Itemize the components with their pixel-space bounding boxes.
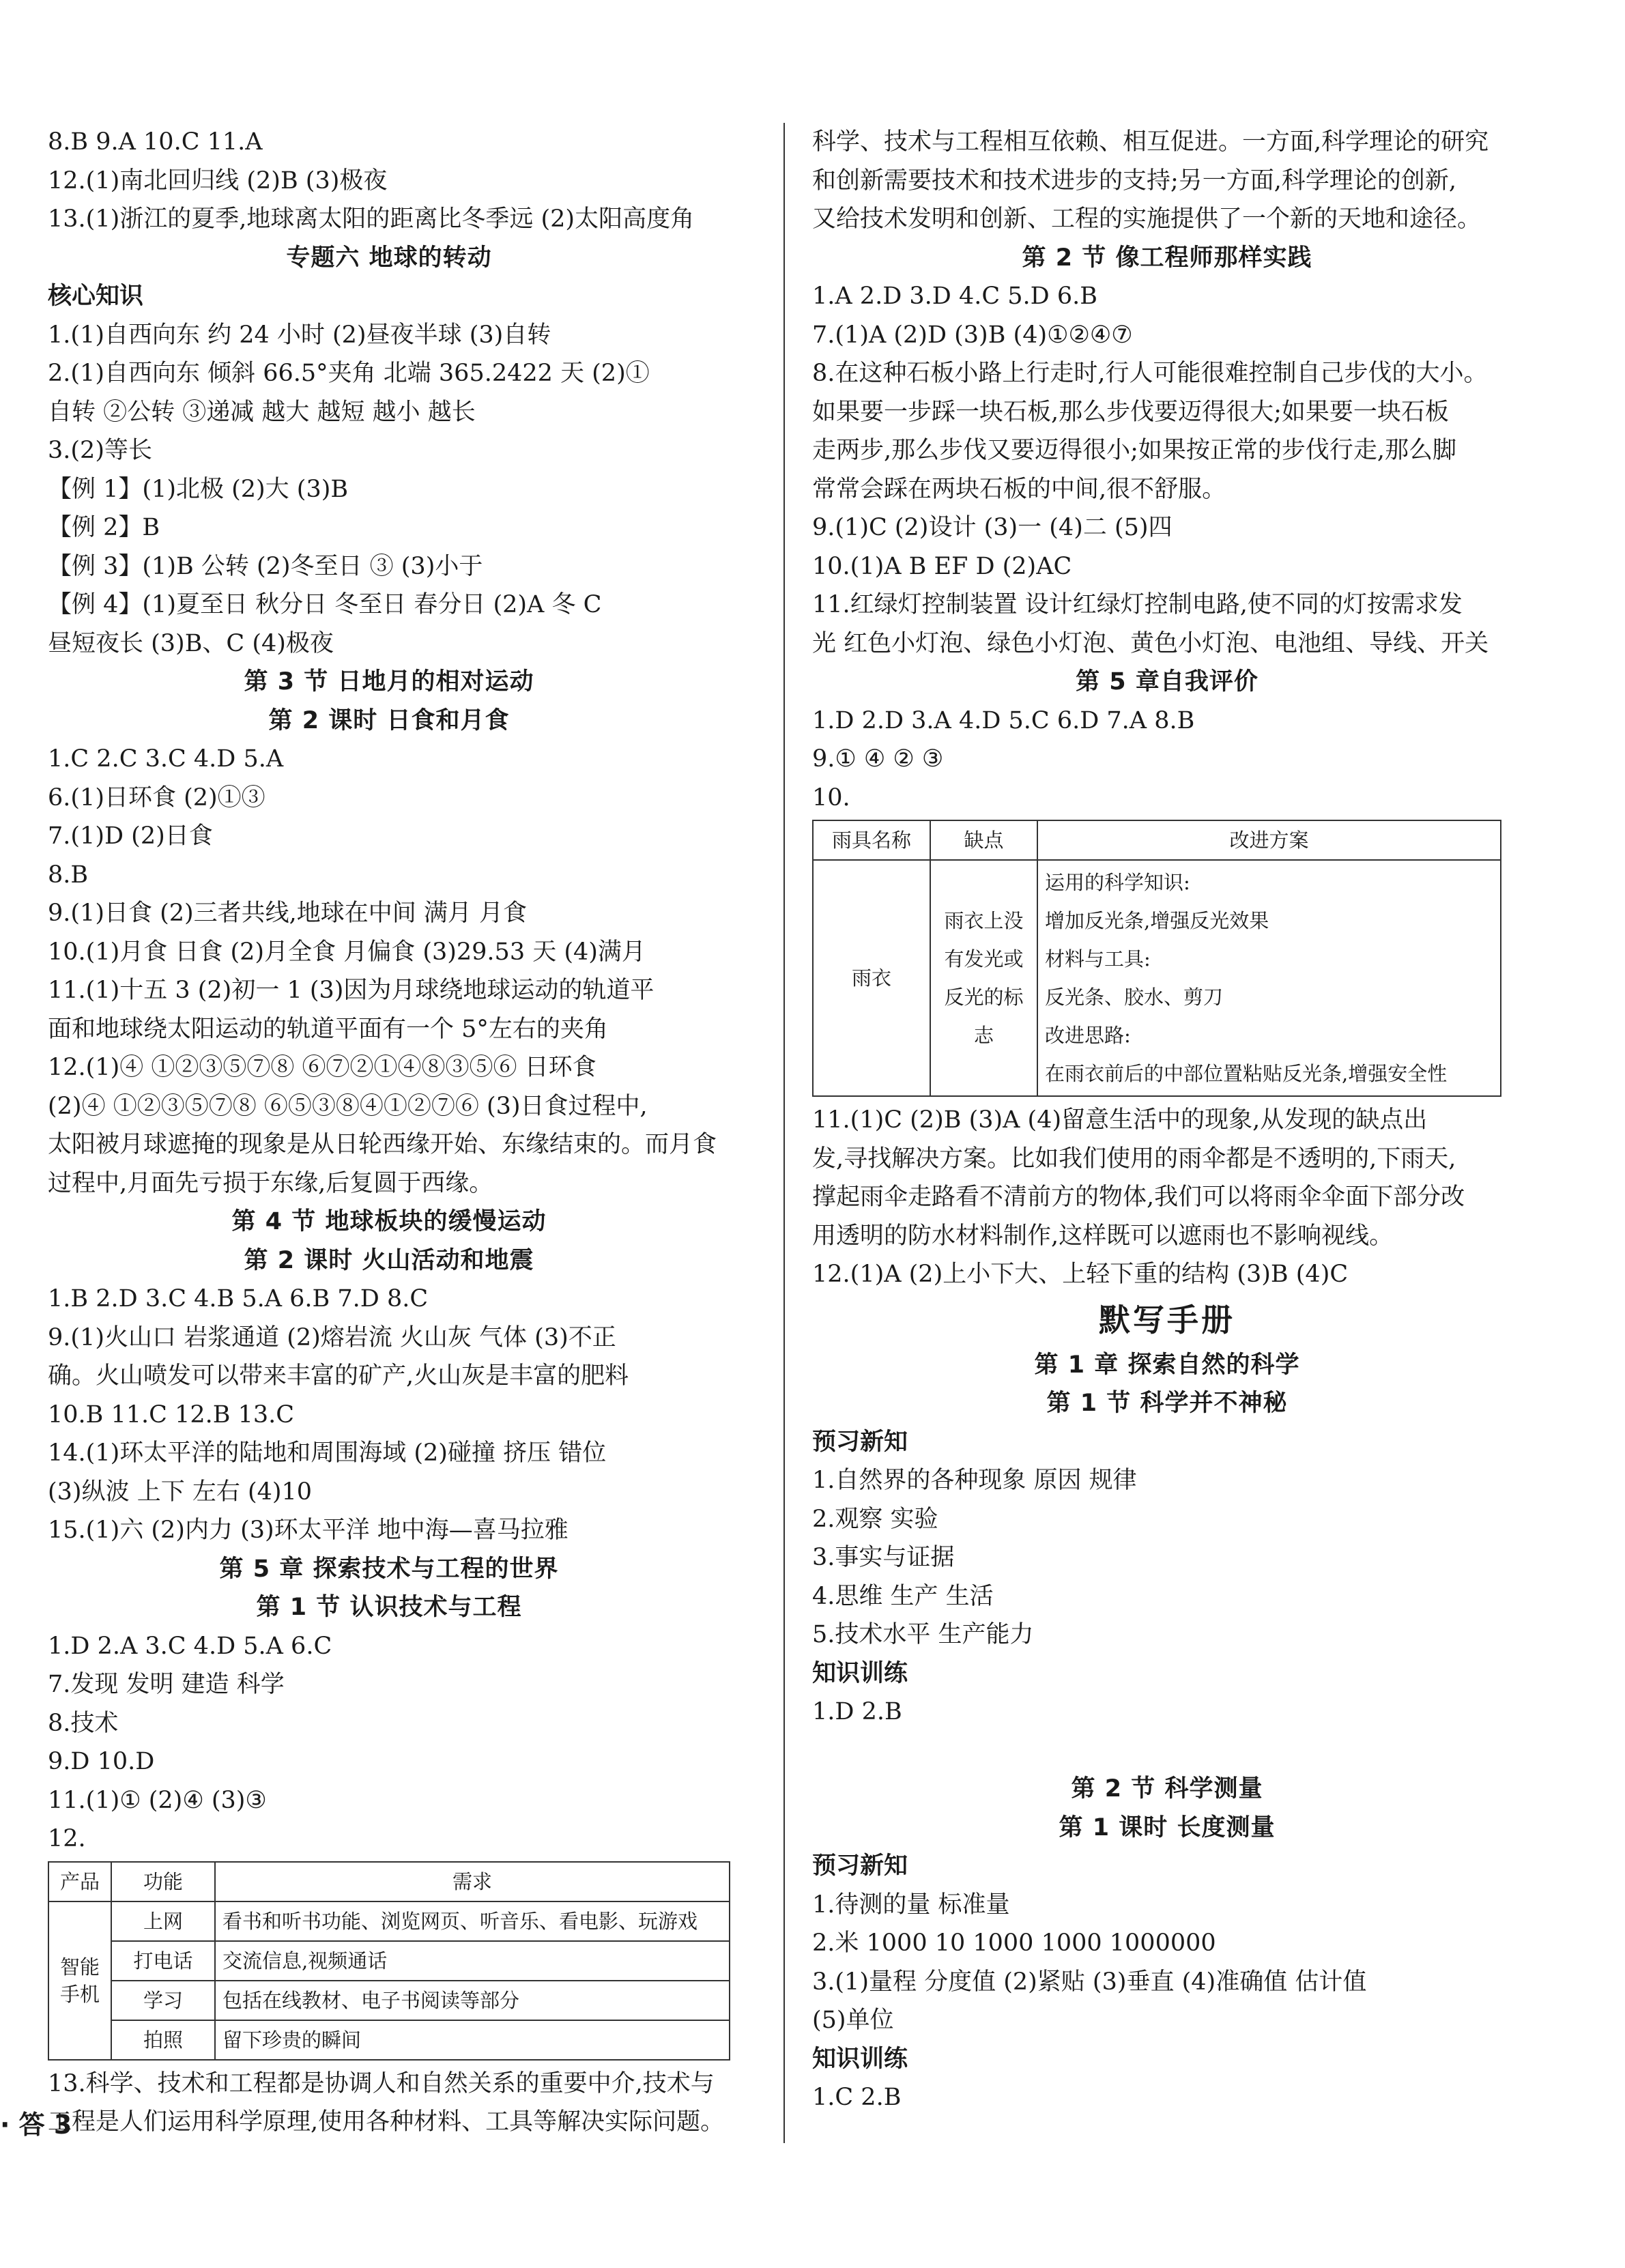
answer-line: 11.红绿灯控制装置 设计红绿灯控制电路,使不同的灯按需求发	[812, 591, 1463, 618]
answer-line: 1.D 2.B	[812, 1698, 902, 1725]
plan-line: 在雨衣前后的中部位置粘贴反光条,增强安全性	[1045, 1062, 1448, 1085]
subsection-label: 知识训练	[812, 1659, 908, 1687]
answer-line: 10.(1)A B EF D (2)AC	[812, 552, 1072, 580]
answer-line: 9.D 10.D	[48, 1748, 155, 1775]
answer-line: 1.D 2.A 3.C 4.D 5.A 6.C	[48, 1632, 332, 1660]
answer-line: 14.(1)环太平洋的陆地和周围海域 (2)碰撞 挤压 错位	[48, 1439, 607, 1467]
answer-line: 8.技术	[48, 1709, 119, 1737]
answer-line: 10.(1)月食 日食 (2)月全食 月偏食 (3)29.53 天 (4)满月	[48, 938, 646, 966]
answer-line: 【例 1】(1)北极 (2)大 (3)B	[48, 475, 349, 503]
answer-line: 2.(1)自西向东 倾斜 66.5°夹角 北端 365.2422 天 (2)①	[48, 360, 650, 387]
answer-line: 2.米 1000 10 1000 1000 1000000	[812, 1929, 1216, 1957]
section-heading: 第 1 节 认识技术与工程	[256, 1594, 522, 1621]
answer-line: 自转 ②公转 ③递减 越大 越短 越小 越长	[48, 398, 476, 426]
answer-line: 1.C 2.C 3.C 4.D 5.A	[48, 745, 284, 773]
function-cell: 学习	[111, 1981, 215, 2020]
answer-line: 发,寻找解决方案。比如我们使用的雨伞都是不透明的,下雨天,	[812, 1145, 1456, 1173]
function-cell: 打电话	[111, 1941, 215, 1981]
table-header: 雨具名称	[813, 820, 930, 860]
answer-line: 8.B	[48, 861, 89, 889]
table-header: 产品	[48, 1862, 111, 1901]
need-cell: 看书和听书功能、浏览网页、听音乐、看电影、玩游戏	[215, 1901, 730, 1941]
answer-line: 如果要一步踩一块石板,那么步伐要迈得很大;如果要一块石板	[812, 398, 1449, 426]
plan-line: 改进思路:	[1045, 1024, 1131, 1047]
answer-line: 科学、技术与工程相互依赖、相互促进。一方面,科学理论的研究	[812, 128, 1489, 156]
answer-line: 常常会踩在两块石板的中间,很不舒服。	[812, 475, 1226, 503]
answer-line: 3.事实与证据	[812, 1544, 955, 1571]
function-cell: 上网	[111, 1901, 215, 1941]
section-heading: 第 3 节 日地月的相对运动	[244, 668, 534, 695]
answer-line: 工程是人们运用科学原理,使用各种材料、工具等解决实际问题。	[48, 2108, 725, 2136]
column-divider	[783, 123, 785, 2143]
answer-line: 5.技术水平 生产能力	[812, 1621, 1034, 1648]
section-heading: 第 4 节 地球板块的缓慢运动	[231, 1208, 547, 1235]
section-heading: 专题六 地球的转动	[286, 244, 492, 272]
raincoat-improvement-table	[812, 820, 1501, 1097]
subsection-label: 知识训练	[812, 2045, 908, 2073]
plan-line: 增加反光条,增强反光效果	[1045, 909, 1269, 932]
answer-line: (2)④ ①②③⑤⑦⑧ ⑥⑤③⑧④①②⑦⑥ (3)日食过程中,	[48, 1092, 648, 1120]
section-heading: 第 5 章自我评价	[1076, 668, 1259, 695]
table-header: 缺点	[930, 820, 1037, 860]
right-column	[812, 123, 1522, 2117]
defect-cell: 雨衣上没有发光或反光的标志	[930, 860, 1037, 1096]
need-cell: 包括在线教材、电子书阅读等部分	[215, 1981, 730, 2020]
answer-line: 12.	[48, 1825, 86, 1852]
answer-line: 1.A 2.D 3.D 4.C 5.D 6.B	[812, 283, 1097, 310]
answer-line: 面和地球绕太阳运动的轨道平面有一个 5°左右的夹角	[48, 1015, 608, 1043]
answer-line: 12.(1)④ ①②③⑤⑦⑧ ⑥⑦②①④⑧③⑤⑥ 日环食	[48, 1054, 596, 1081]
answer-line: 9.(1)C (2)设计 (3)一 (4)二 (5)四	[812, 514, 1173, 541]
plan-line: 反光条、胶水、剪刀	[1045, 986, 1224, 1009]
subsection-label: 核心知识	[48, 283, 144, 310]
answer-line: 11.(1)① (2)④ (3)③	[48, 1786, 267, 1814]
section-heading: 第 1 课时 长度测量	[1059, 1813, 1276, 1841]
spacer	[812, 1732, 1522, 1770]
plan-cell	[1037, 860, 1501, 1096]
answer-line: 1.C 2.B	[812, 2084, 902, 2111]
function-cell: 拍照	[111, 2020, 215, 2060]
answer-line: 用透明的防水材料制作,这样既可以遮雨也不影响视线。	[812, 1222, 1394, 1250]
answer-line: 11.(1)C (2)B (3)A (4)留意生活中的现象,从发现的缺点出	[812, 1106, 1428, 1134]
answer-line: 12.(1)南北回归线 (2)B (3)极夜	[48, 167, 388, 195]
answer-line: 9.① ④ ② ③	[812, 745, 944, 773]
handbook-title: 默写手册	[1099, 1301, 1235, 1338]
answer-line: 1.自然界的各种现象 原因 规律	[812, 1467, 1137, 1494]
answer-line: 光 红色小灯泡、绿色小灯泡、黄色小灯泡、电池组、导线、开关	[812, 629, 1489, 657]
plan-line: 材料与工具:	[1045, 947, 1151, 971]
answer-line: 10.B 11.C 12.B 13.C	[48, 1401, 295, 1429]
answer-line: 13.科学、技术和工程都是协调人和自然关系的重要中介,技术与	[48, 2069, 715, 2097]
table-header: 功能	[111, 1862, 215, 1901]
table-header: 需求	[215, 1862, 730, 1901]
answer-line: 6.(1)日环食 (2)①③	[48, 784, 265, 812]
answer-line: (3)纵波 上下 左右 (4)10	[48, 1478, 313, 1506]
subsection-label: 预习新知	[812, 1852, 908, 1880]
answer-line: 撑起雨伞走路看不清前方的物体,我们可以将雨伞伞面下部分改	[812, 1183, 1465, 1211]
answer-line: 和创新需要技术和技术进步的支持;另一方面,科学理论的创新,	[812, 167, 1457, 195]
product-cell: 智能手机	[48, 1901, 111, 2060]
phone-requirements-table	[48, 1861, 730, 2061]
answer-line: 4.思维 生产 生活	[812, 1582, 994, 1610]
subsection-label: 预习新知	[812, 1428, 908, 1456]
answer-line: 7.(1)D (2)日食	[48, 822, 213, 850]
answer-line: 10.	[812, 784, 850, 812]
section-heading: 第 1 节 科学并不神秘	[1046, 1390, 1288, 1417]
section-heading: 第 1 章 探索自然的科学	[1034, 1351, 1300, 1379]
answer-line: 11.(1)十五 3 (2)初一 1 (3)因为月球绕地球运动的轨道平	[48, 977, 655, 1004]
section-heading: 第 2 课时 火山活动和地震	[244, 1246, 534, 1274]
answer-line: 13.(1)浙江的夏季,地球离太阳的距离比冬季远 (2)太阳高度角	[48, 205, 695, 233]
section-heading: 第 2 课时 日食和月食	[268, 706, 510, 734]
table-header: 改进方案	[1037, 820, 1501, 860]
answer-line: 【例 3】(1)B 公转 (2)冬至日 ③ (3)小于	[48, 552, 483, 580]
answer-line: 1.(1)自西向东 约 24 小时 (2)昼夜半球 (3)自转	[48, 321, 551, 349]
section-heading: 第 2 节 像工程师那样实践	[1022, 244, 1312, 272]
left-column	[48, 123, 730, 2142]
answer-line: 9.(1)火山口 岩浆通道 (2)熔岩流 火山灰 气体 (3)不正	[48, 1323, 616, 1351]
answer-line: 1.D 2.D 3.A 4.D 5.C 6.D 7.A 8.B	[812, 706, 1195, 734]
answer-line: 2.观察 实验	[812, 1505, 938, 1533]
answer-line: 【例 4】(1)夏至日 秋分日 冬至日 春分日 (2)A 冬 C	[48, 591, 602, 618]
need-cell: 交流信息,视频通话	[215, 1941, 730, 1981]
answer-line: 太阳被月球遮掩的现象是从日轮西缘开始、东缘结束的。而月食	[48, 1131, 717, 1158]
answer-line: 1.B 2.D 3.C 4.B 5.A 6.B 7.D 8.C	[48, 1285, 429, 1312]
page-footer: · 答 3	[0, 2110, 72, 2140]
answer-line: 9.(1)日食 (2)三者共线,地球在中间 满月 月食	[48, 900, 528, 927]
answer-line: 3.(2)等长	[48, 437, 152, 464]
answer-line: 【例 2】B	[48, 514, 160, 541]
section-heading: 第 5 章 探索技术与工程的世界	[219, 1555, 559, 1583]
need-cell: 留下珍贵的瞬间	[215, 2020, 730, 2060]
answer-line: 3.(1)量程 分度值 (2)紧贴 (3)垂直 (4)准确值 估计值	[812, 1968, 1367, 1996]
answer-line: 走两步,那么步伐又要迈得很小;如果按正常的步伐行走,那么脚	[812, 437, 1457, 464]
answer-line: 昼短夜长 (3)B、C (4)极夜	[48, 629, 334, 657]
answer-line: 7.发现 发明 建造 科学	[48, 1671, 285, 1698]
answer-line: 15.(1)六 (2)内力 (3)环太平洋 地中海—喜马拉雅	[48, 1517, 569, 1544]
answer-line: 7.(1)A (2)D (3)B (4)①②④⑦	[812, 321, 1133, 349]
answer-line: 1.待测的量 标准量	[812, 1891, 1010, 1919]
answer-line: 过程中,月面先亏损于东缘,后复圆于西缘。	[48, 1169, 493, 1197]
answer-line: 确。火山喷发可以带来丰富的矿产,火山灰是丰富的肥料	[48, 1362, 629, 1390]
item-cell: 雨衣	[813, 860, 930, 1096]
answer-line: 又给技术发明和创新、工程的实施提供了一个新的天地和途径。	[812, 205, 1482, 233]
answer-line: 12.(1)A (2)上小下大、上轻下重的结构 (3)B (4)C	[812, 1261, 1349, 1288]
plan-line: 运用的科学知识:	[1045, 871, 1190, 894]
section-heading: 第 2 节 科学测量	[1071, 1775, 1263, 1803]
answer-line: 8.B 9.A 10.C 11.A	[48, 128, 263, 156]
answer-line: 8.在这种石板小路上行走时,行人可能很难控制自己步伐的大小。	[812, 360, 1488, 387]
answer-line: (5)单位	[812, 2007, 894, 2034]
